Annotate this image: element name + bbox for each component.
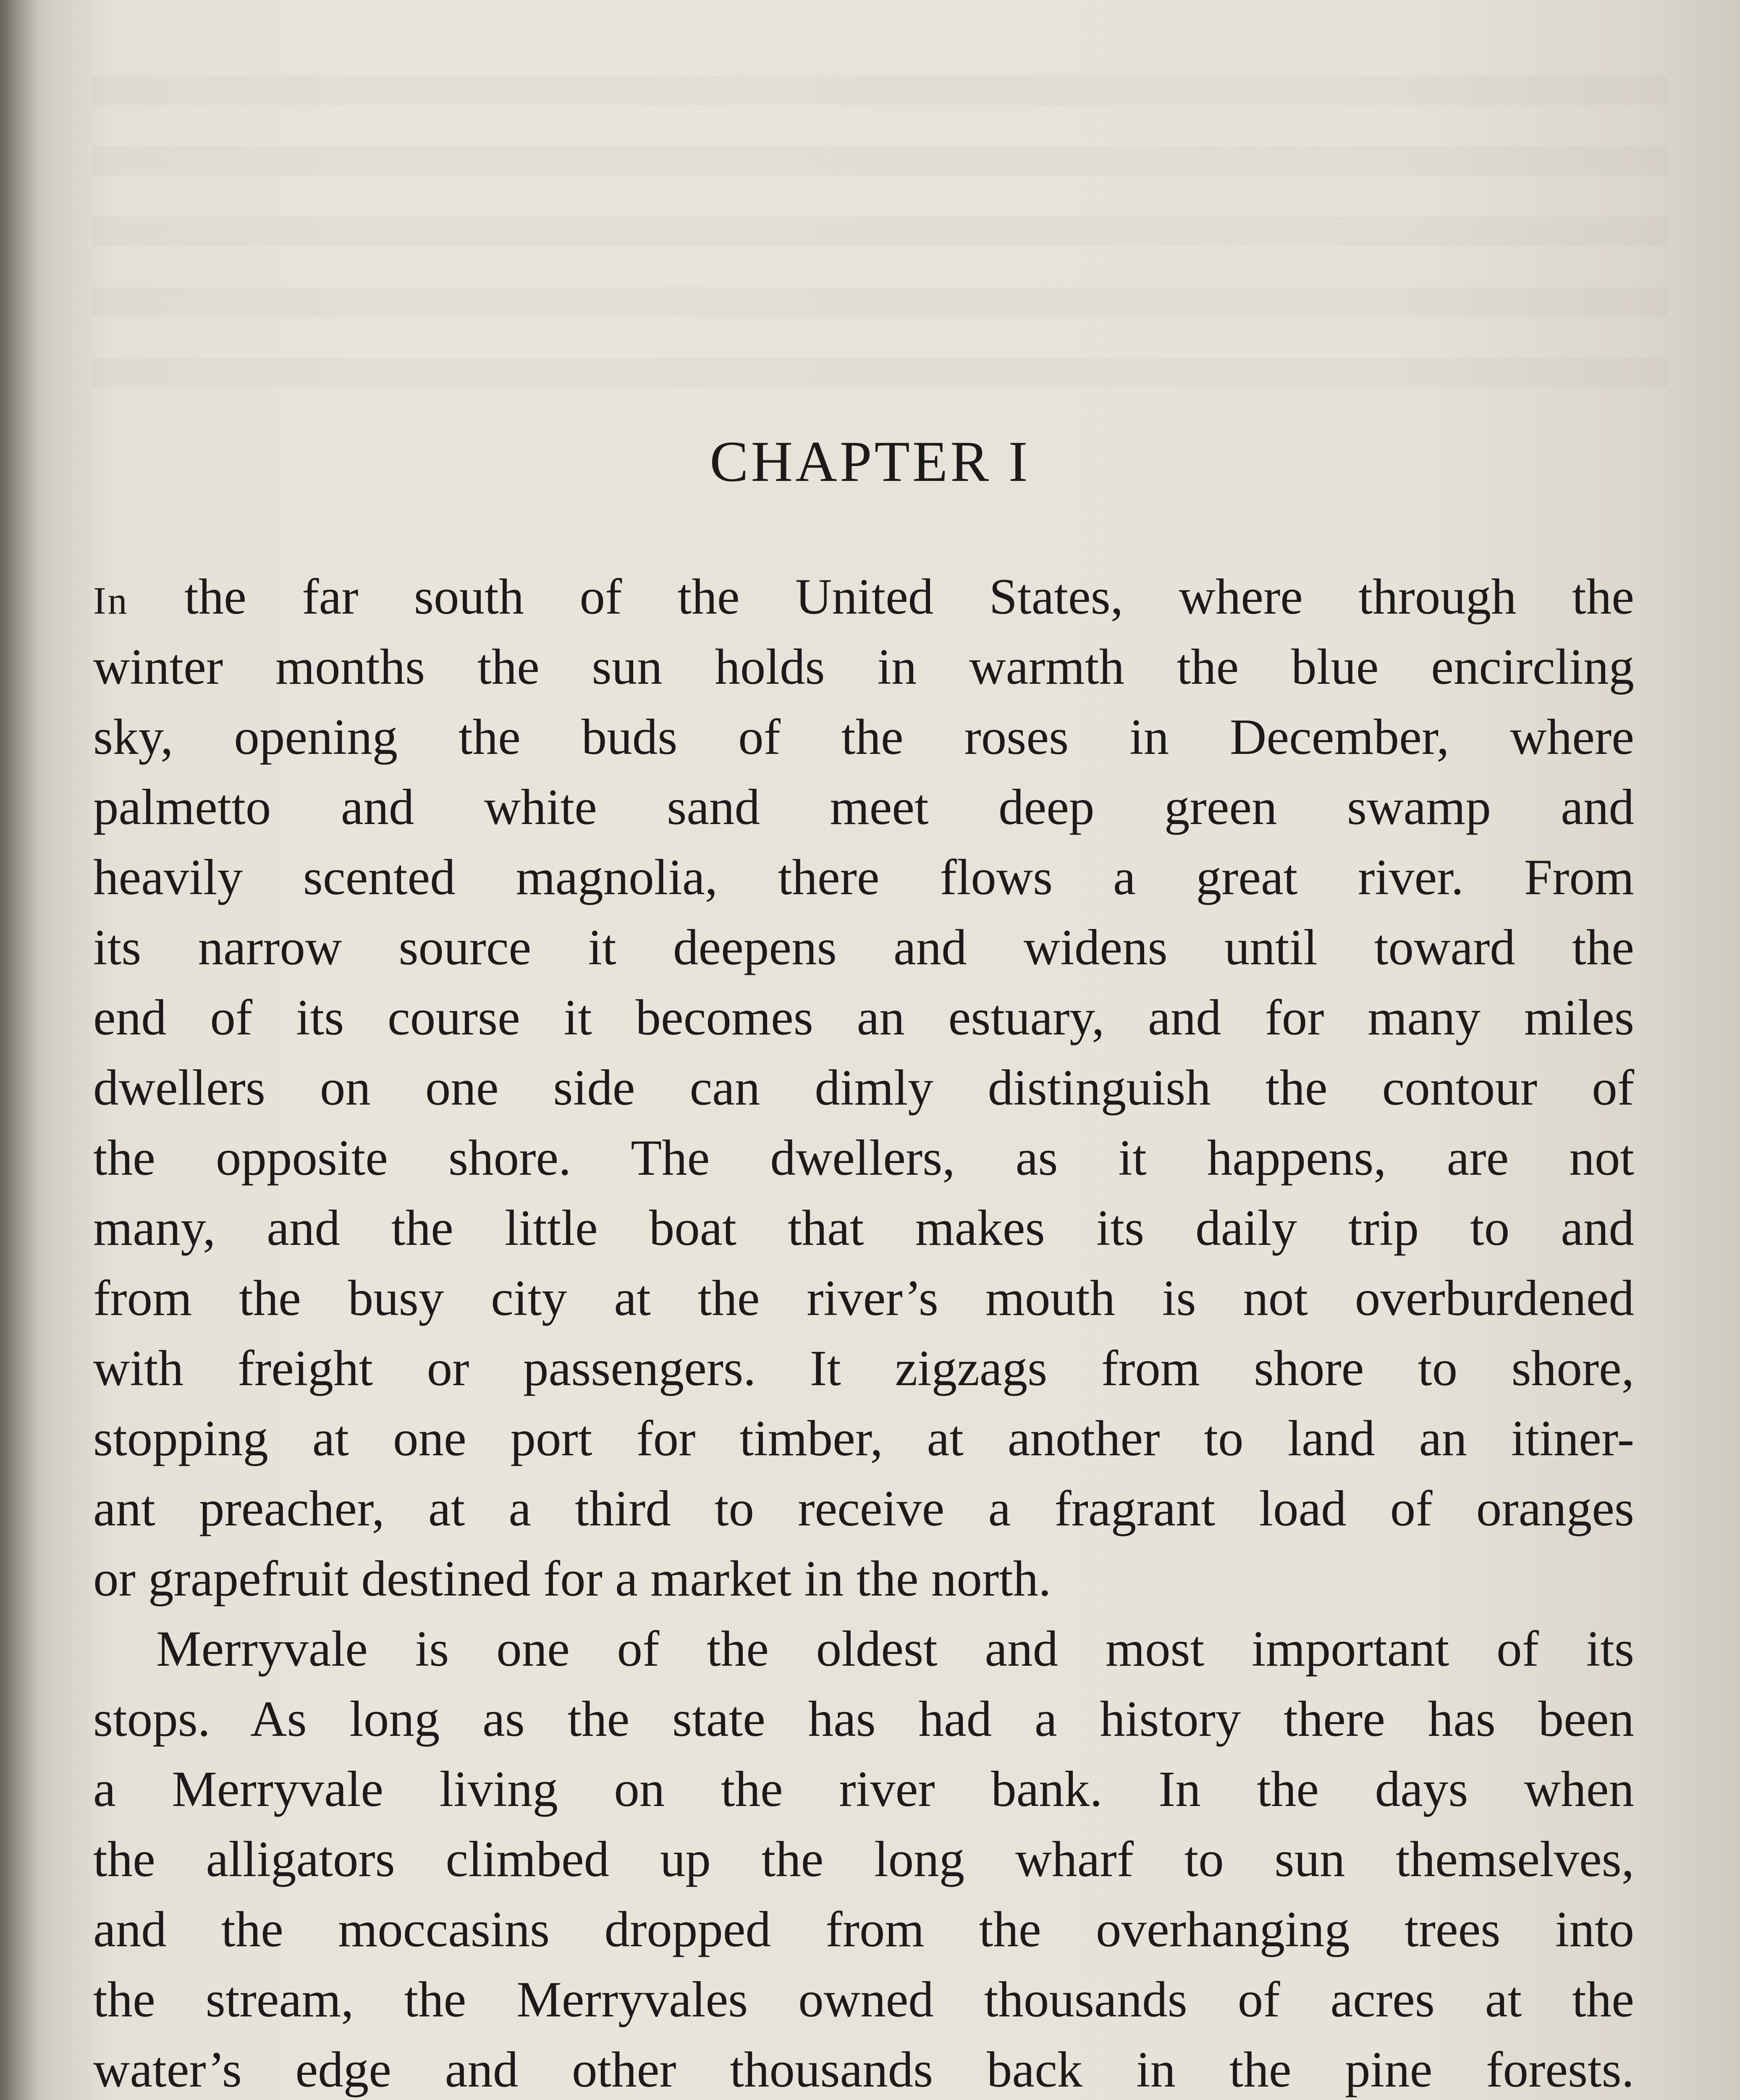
chapter-title: CHAPTER I (710, 429, 1030, 494)
text-line: from the busy city at the river’s mouth is not overburdened (93, 1270, 1634, 1326)
text-line: palmetto and white sand meet deep green swamp and (93, 779, 1634, 835)
binding-gutter-shadow (0, 0, 38, 2100)
text-line-rest: the far south of the United States, where through the (128, 569, 1634, 625)
chapter-body (93, 562, 1634, 2100)
text-line: its narrow source it deepens and widens until toward the (93, 919, 1634, 976)
text-line: stops. As long as the state has had a history there has been (93, 1691, 1634, 1747)
drop-word: In (93, 579, 129, 622)
text-line: many, and the little boat that makes its daily trip to and (93, 1200, 1634, 1256)
text-line: with freight or passengers. It zigzags from shore to shore, (93, 1340, 1634, 1396)
text-line: and the moccasins dropped from the overhanging trees into (93, 1901, 1634, 1958)
text-line: sky, opening the buds of the roses in December, where (93, 709, 1634, 765)
text-line: the alligators climbed up the long wharf to sun themselves, (93, 1831, 1634, 1887)
show-through-text (92, 76, 1667, 412)
text-line: heavily scented magnolia, there flows a great river. From (93, 849, 1634, 906)
text-line: ant preacher, at a third to receive a fragrant load of oranges (93, 1480, 1634, 1537)
text-line: the opposite shore. The dwellers, as it happens, are not (93, 1130, 1634, 1186)
text-line: stopping at one port for timber, at another to land an itiner- (93, 1410, 1634, 1467)
text-line: the stream, the Merryvales owned thousands of acres at the (93, 1971, 1634, 2028)
text-line: or grapefruit destined for a market in the north. (93, 1551, 1051, 1607)
text-line: winter months the sun holds in warmth the blue encircling (93, 639, 1634, 695)
text-line: water’s edge and other thousands back in the pine forests. (93, 2042, 1634, 2098)
text-line: dwellers on one side can dimly distinguish the contour of (93, 1060, 1634, 1116)
text-line (93, 562, 1634, 632)
text-line: end of its course it becomes an estuary, and for many miles (93, 990, 1634, 1046)
text-line: a Merryvale living on the river bank. In the days when (93, 1761, 1634, 1817)
text-line: Merryvale is one of the oldest and most important of its (156, 1621, 1634, 1677)
